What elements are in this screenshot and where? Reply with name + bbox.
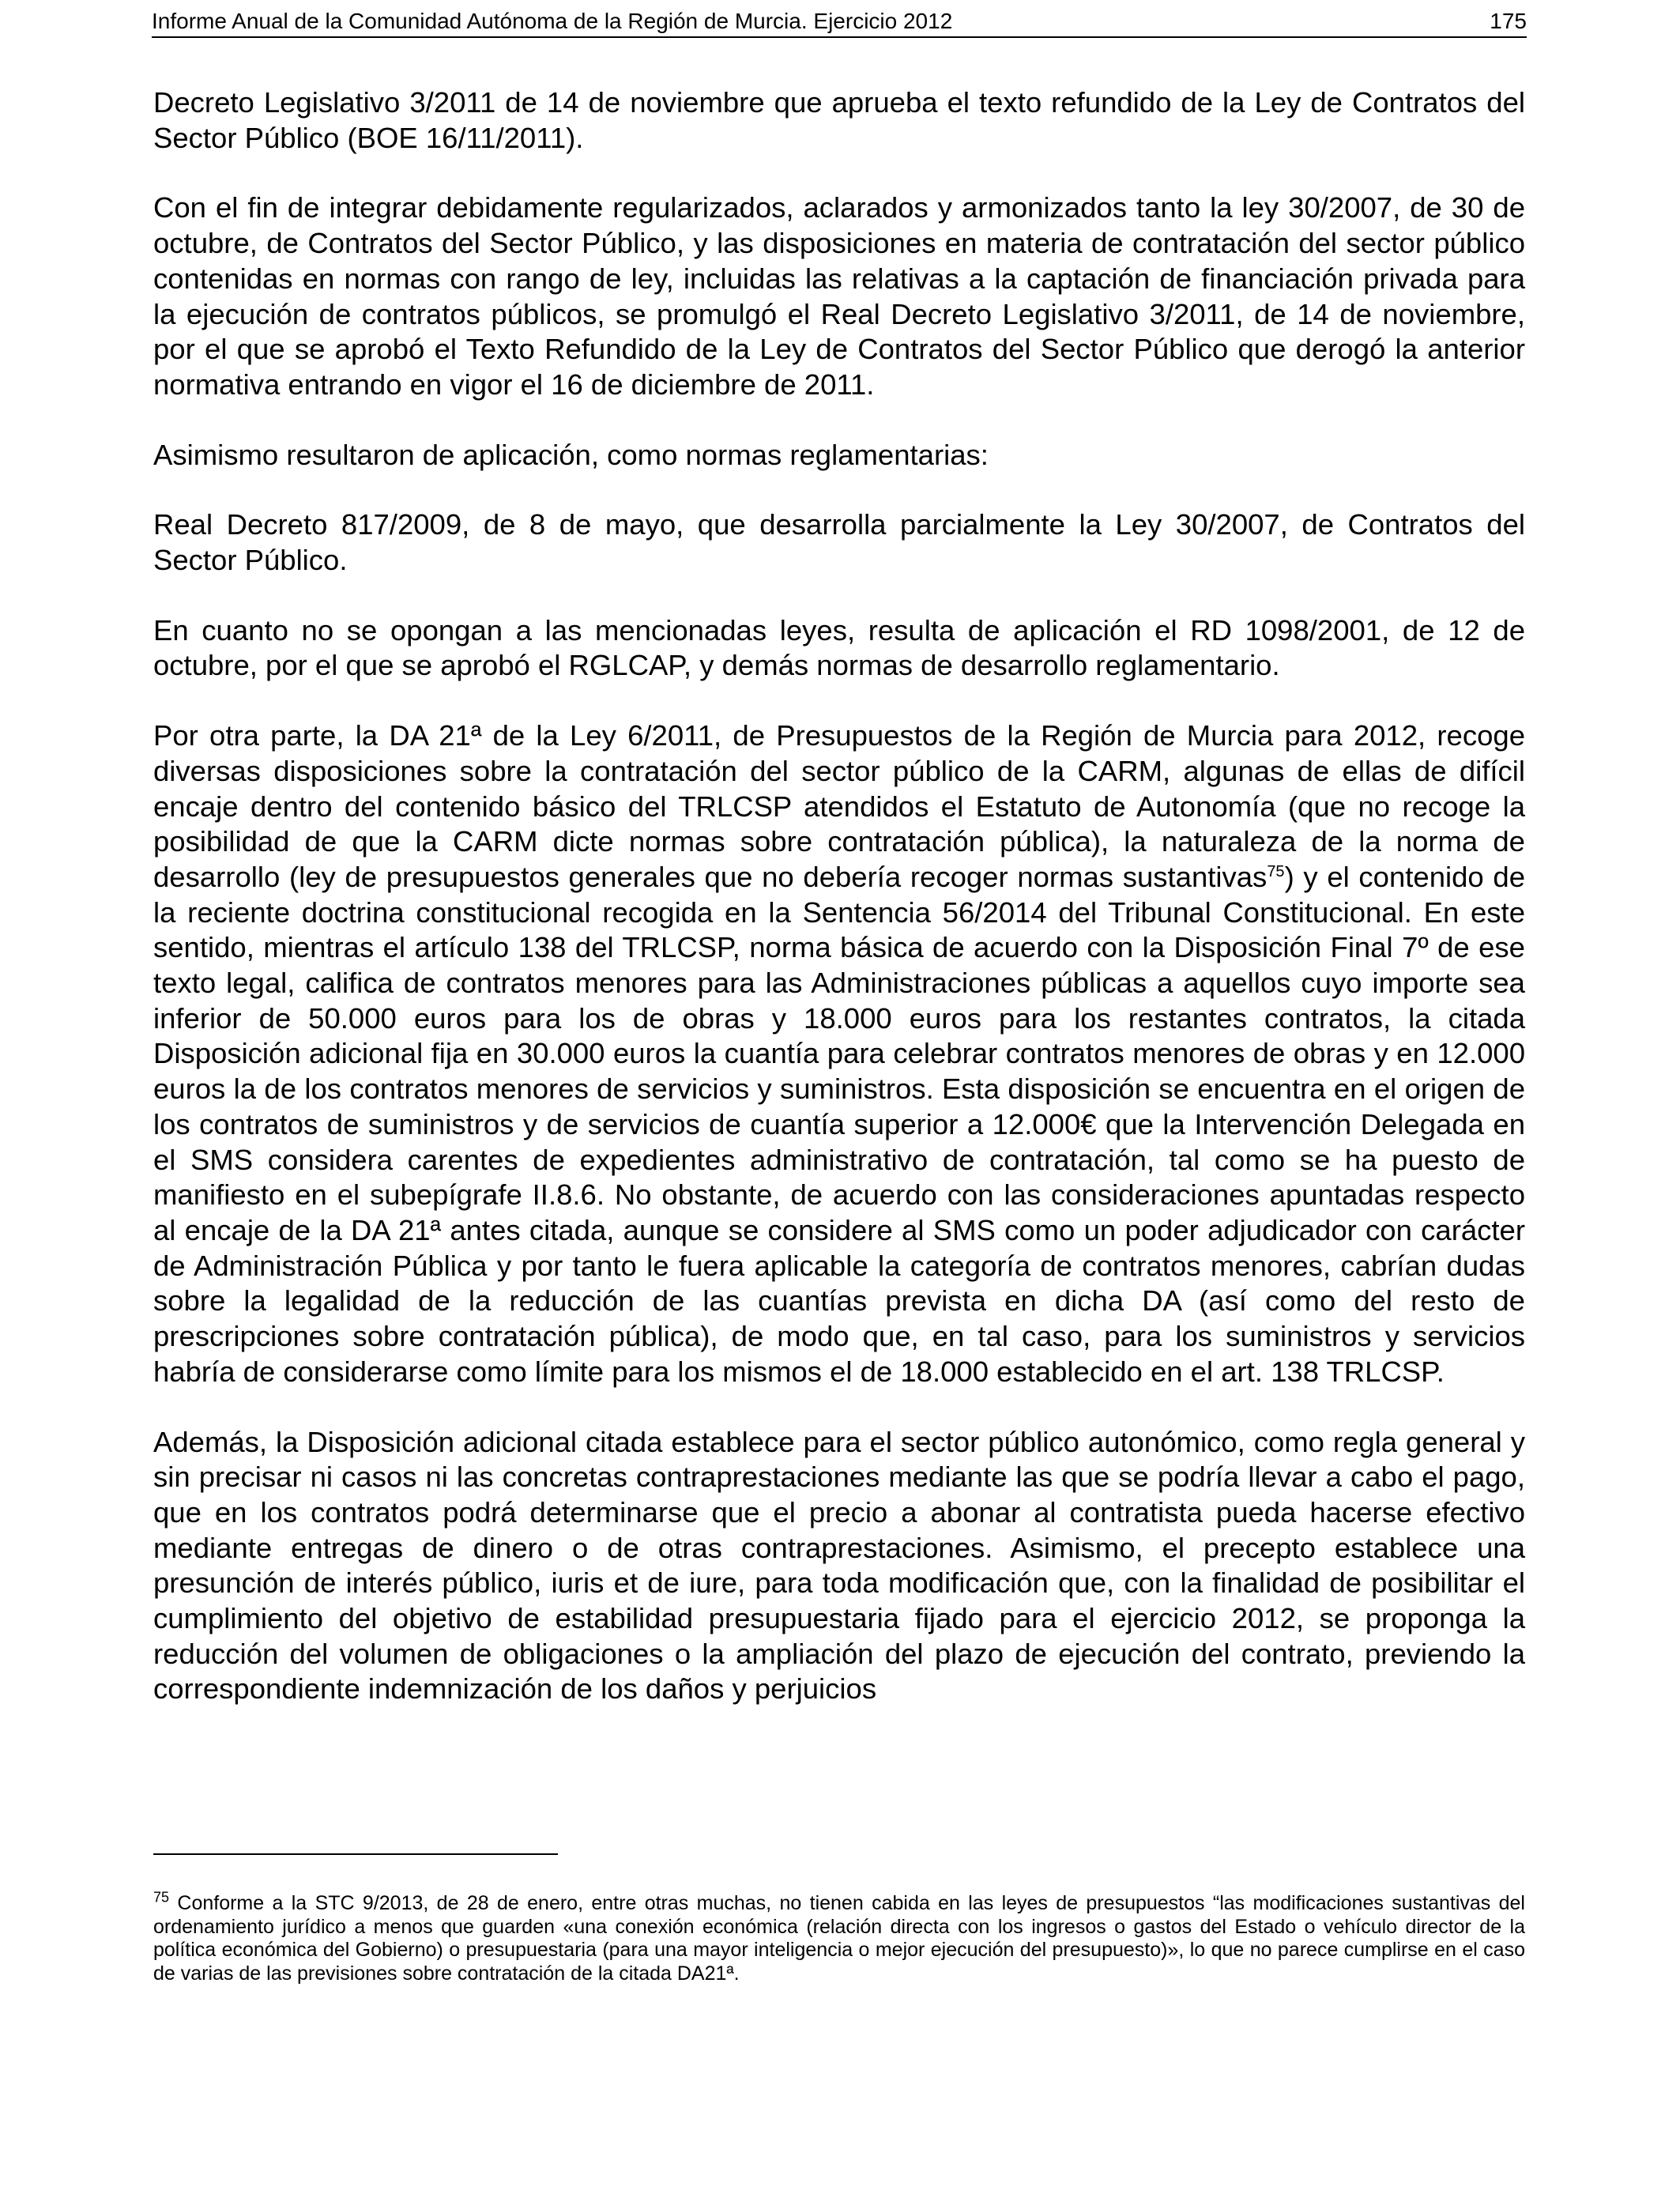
paragraph-real-decreto: Real Decreto 817/2009, de 8 de mayo, que desarrolla parcialmente la Ley 30/2007, de Contratos del Sector Público. — [153, 508, 1525, 577]
paragraph-normas-reglamentarias: Asimismo resultaron de aplicación, como normas reglamentarias: — [153, 438, 989, 471]
document-body — [153, 85, 1525, 1707]
paragraph-da-21 — [153, 718, 1525, 1389]
paragraph-disposicion-adicional: Además, la Disposición adicional citada establece para el sector público autonómico, como regla general y sin precisar ni casos ni las concretas contraprestaciones mediante las que se podría llevar a cabo el pago, que en los contratos podrá determinarse que el precio a abonar al contratista pueda hacerse efectivo mediante entregas de dinero o de otras contraprestaciones. Asimismo, el precepto establece una presunción de interés público, iuris et de iure, para toda modificación que, con la finalidad de posibilitar el cumplimiento del objetivo de estabilidad presupuestaria fijado para el ejercicio 2012, se proponga la reducción del volumen de obligaciones o la ampliación del plazo de ejecución del contrato, previendo la correspondiente indemnización de los daños y perjuicios — [153, 1425, 1525, 1706]
footnote-number: 75 — [153, 1889, 170, 1906]
paragraph-da-21-part2: ) y el contenido de la reciente doctrina constitucional recogida en la Sentencia 56/2014 del Tribunal Constitucional. En este sentido, mientras el artículo 138 del TRLCSP, norma básica de acuerdo con la Disposición Final 7º de ese texto legal, califica de contratos menores para las Administraciones públicas a aquellos cuyo importe sea inferior de 50.000 euros para los de obras y 18.000 euros para los restantes contratos, la citada Disposición adicional fija en 30.000 euros la cuantía para celebrar contratos menores de obras y en 12.000 euros la de los contratos menores de servicios y suministros. Esta disposición se encuentra en el origen de los contratos de suministros y de servicios de cuantía superior a 12.000€ que la Intervención Delegada en el SMS considera carentes de expedientes administrativo de contratación, tal como se ha puesto de manifiesto en el subepígrafe II.8.6. No obstante, de acuerdo con las consideraciones apuntadas respecto al encaje de la DA 21ª antes citada, aunque se considere al SMS como un poder adjudicador con carácter de Administración Pública y por tanto le fuera aplicable la categoría de contratos menores, cabrían dudas sobre la legalidad de la reducción de las cuantías prevista en dicha DA (así como del resto de prescripciones sobre contratación pública), de modo que, en tal caso, para los suministros y servicios habría de considerarse como límite para los mismos el de 18.000 establecido en el art. 138 TRLCSP. — [153, 860, 1525, 1388]
paragraph-da-21-part1: Por otra parte, la DA 21ª de la Ley 6/2011, de Presupuestos de la Región de Murcia para 2012, recoge diversas disposiciones sobre la contratación del sector público de la CARM, algunas de ellas de difícil encaje dentro del contenido básico del TRLCSP atendidos el Estatuto de Autonomía (que no recoge la posibilidad de que la CARM dicte normas sobre contratación pública), la naturaleza de la norma de desarrollo (ley de presupuestos generales que no debería recoger normas sustantivas — [153, 719, 1525, 893]
footnote — [153, 1889, 1525, 1985]
page-header — [152, 6, 1527, 38]
footnote-separator — [153, 1853, 558, 1855]
footnote-text: Conforme a la STC 9/2013, de 28 de enero, entre otras muchas, no tienen cabida en las leyes de presupuestos “las modificaciones sustantivas del ordenamiento jurídico a menos que guarden «una conexión económica (relación directa con los ingresos o gastos del Estado o vehículo director de la política económica del Gobierno) o presupuestaria (para una mayor inteligencia o mejor ejecución del presupuesto)», lo que no parece cumplirse en el caso de varias de las previsiones sobre contratación de la citada DA21ª. — [153, 1892, 1525, 1985]
header-title: Informe Anual de la Comunidad Autónoma de la Región de Murcia. Ejercicio 2012 — [152, 9, 953, 33]
paragraph-decreto: Decreto Legislativo 3/2011 de 14 de noviembre que aprueba el texto refundido de la Ley de Contratos del Sector Público (BOE 16/11/2011). — [153, 86, 1525, 154]
paragraph-texto-refundido: Con el fin de integrar debidamente regularizados, aclarados y armonizados tanto la ley 30/2007, de 30 de octubre, de Contratos del Sector Público, y las disposiciones en materia de contratación del sector público contenidas en normas con rango de ley, incluidas las relativas a la captación de financiación privada para la ejecución de contratos públicos, se promulgó el Real Decreto Legislativo 3/2011, de 14 de noviembre, por el que se aprobó el Texto Refundido de la Ley de Contratos del Sector Público que derogó la anterior normativa entrando en vigor el 16 de diciembre de 2011. — [153, 191, 1525, 401]
footnote-reference[interactable]: 75 — [1267, 862, 1285, 880]
page-number: 175 — [1490, 9, 1527, 33]
paragraph-rglcap: En cuanto no se opongan a las mencionadas leyes, resulta de aplicación el RD 1098/2001, de 12 de octubre, por el que se aprobó el RGLCAP, y demás normas de desarrollo reglamentario. — [153, 613, 1525, 682]
